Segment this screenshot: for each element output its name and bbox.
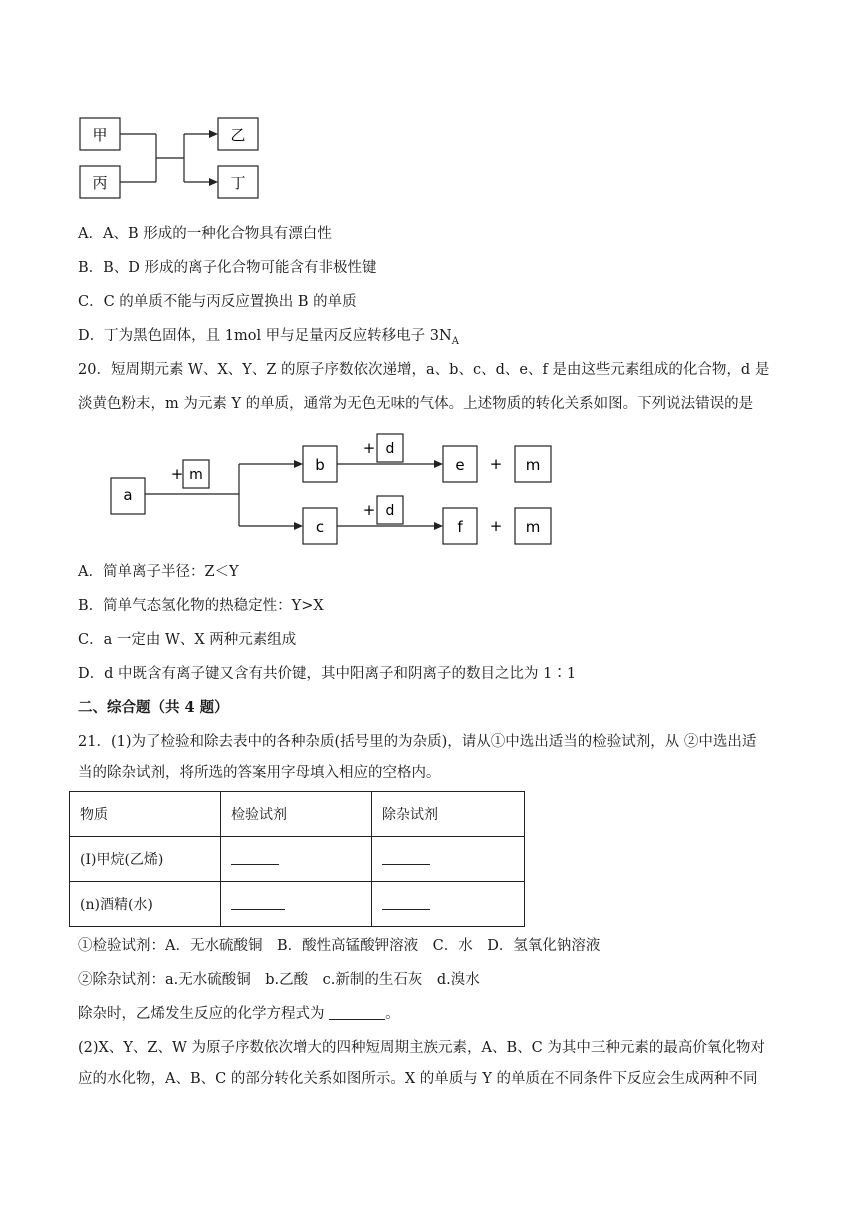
label-m-top: m [525, 456, 541, 474]
table-row [70, 837, 525, 882]
label-d-bottom: d [385, 503, 395, 519]
label-b: b [315, 456, 325, 474]
answer-blank-test-1[interactable] [221, 837, 372, 882]
table-cell-substance: (I)甲烷(乙烯) [70, 837, 221, 882]
table-header: 物质 [70, 792, 221, 837]
table-header-row [70, 792, 525, 837]
plus-sign-m: + [170, 465, 184, 483]
q19-option-a: A．A、B 形成的一种化合物具有漂白性 [78, 226, 332, 242]
label-jia: 甲 [92, 126, 108, 144]
q19-option-b: B．B、D 形成的离子化合物可能含有非极性键 [78, 260, 377, 276]
q21-intro-line1: 21．(1)为了检验和除去表中的各种杂质(括号里的为杂质)，请从①中选出适当的检验试剂，从 ②中选出适 [78, 734, 757, 750]
equation-prompt-end: 。 [385, 1006, 400, 1022]
label-f: f [457, 518, 463, 536]
label-a: a [123, 486, 133, 504]
answer-blank-remove-2[interactable] [372, 882, 525, 927]
avogadro-subscript: A [451, 335, 459, 347]
q21-intro-line2: 当的除杂试剂，将所选的答案用字母填入相应的空格内。 [78, 765, 441, 781]
label-e: e [455, 456, 465, 474]
label-m-bottom: m [525, 518, 541, 536]
q21-part2-line1: (2)X、Y、Z、W 为原子序数依次增大的四种短周期主族元素，A、B、C 为其中三种元素的最高价氧化物对 [78, 1040, 765, 1056]
table-header: 检验试剂 [221, 792, 372, 837]
reaction-diagram-1 [76, 114, 266, 208]
plus-sign-fm: + [489, 517, 503, 535]
q20-option-b: B．简单气态氢化物的热稳定性：Y>X [78, 598, 324, 614]
remove-reagents-list: ②除杂试剂：a.无水硫酸铜 b.乙酸 c.新制的生石灰 d.溴水 [78, 972, 480, 988]
label-c: c [315, 518, 325, 536]
q20-option-c: C．a 一定由 W、X 两种元素组成 [78, 632, 297, 648]
label-ding: 丁 [230, 174, 246, 192]
q21-part2-line2: 应的水化物，A、B、C 的部分转化关系如图所示。X 的单质与 Y 的单质在不同条件下反应会生成两种不同 [78, 1071, 758, 1087]
label-yi: 乙 [230, 126, 246, 144]
plus-sign-d-bottom: + [362, 501, 376, 519]
label-bing: 丙 [92, 174, 108, 192]
q20-option-d: D．d 中既含有离子键又含有共价键，其中阳离子和阴离子的数目之比为 1∶1 [78, 666, 577, 682]
plus-sign-d-top: + [362, 439, 376, 457]
equation-answer-blank[interactable] [329, 1007, 385, 1020]
reaction-diagram-2 [105, 430, 565, 554]
answer-blank-test-2[interactable] [221, 882, 372, 927]
reagent-table [69, 791, 525, 927]
q20-stem-line2: 淡黄色粉末，m 为元素 Y 的单质，通常为无色无味的气体。上述物质的转化关系如图。下列说法错误的是 [78, 396, 754, 412]
equation-prompt-text: 除杂时，乙烯发生反应的化学方程式为 [78, 1006, 325, 1022]
q20-stem-line1: 20．短周期元素 W、X、Y、Z 的原子序数依次递增，a、b、c、d、e、f 是由这些元素组成的化合物，d 是 [78, 362, 770, 378]
q19-option-c: C．C 的单质不能与丙反应置换出 B 的单质 [78, 294, 357, 310]
answer-blank-remove-1[interactable] [372, 837, 525, 882]
q19-option-d-text: D．丁为黑色固体，且 1mol 甲与足量丙反应转移电子 3N [78, 328, 452, 344]
q20-option-a: A．简单离子半径：Z＜Y [78, 564, 239, 580]
table-cell-substance: (n)酒精(水) [70, 882, 221, 927]
section-title: 二、综合题（共 4 题） [78, 699, 229, 716]
plus-sign-em: + [489, 455, 503, 473]
label-d-top: d [385, 441, 395, 457]
test-reagents-list: ①检验试剂：A．无水硫酸铜 B．酸性高锰酸钾溶液 C．水 D．氢氧化钠溶液 [78, 938, 601, 954]
label-m-reagent: m [189, 467, 203, 483]
q19-option-d [78, 326, 459, 352]
table-header: 除杂试剂 [372, 792, 525, 837]
equation-prompt [78, 1004, 400, 1024]
table-row [70, 882, 525, 927]
